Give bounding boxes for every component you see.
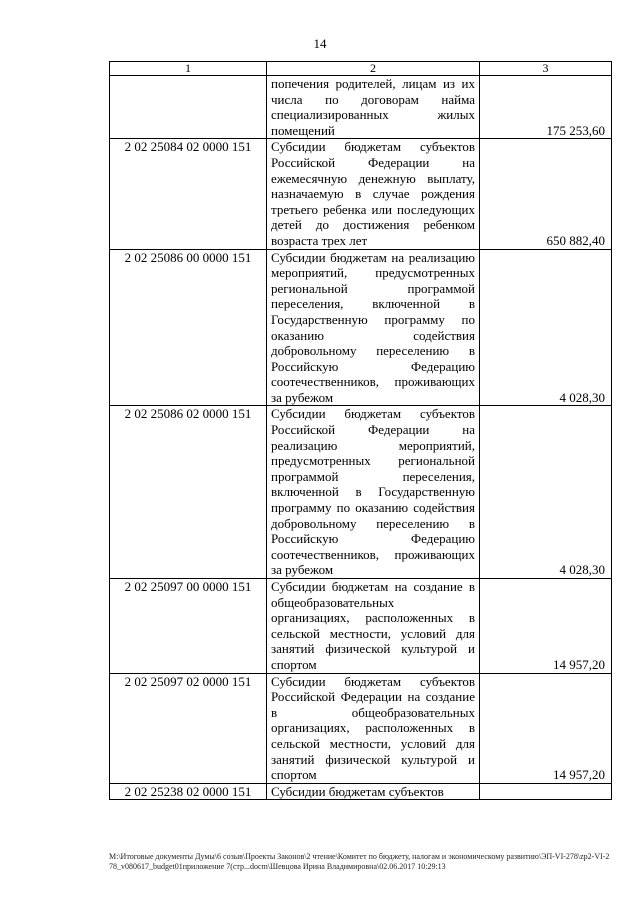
amount-cell: 14 957,20	[480, 673, 612, 783]
table-row	[110, 249, 612, 406]
budget-code-cell: 2 02 25097 00 0000 151	[110, 579, 267, 674]
table-row	[110, 673, 612, 783]
budget-code-cell: 2 02 25086 00 0000 151	[110, 249, 267, 406]
budget-code-cell: 2 02 25097 02 0000 151	[110, 673, 267, 783]
amount-cell: 4 028,30	[480, 406, 612, 579]
amount-cell	[480, 783, 612, 800]
table-row	[110, 579, 612, 674]
table-row	[110, 783, 612, 800]
column-header-2: 2	[267, 62, 480, 76]
file-path-footer: M:\Итоговые документы Думы\6 созыв\Проекты Законов\2 чтение\Комитет по бюджету, налогам и экономическому развитию\ЭП-VI-278\zp2-VI-278_v080617_budget01приложение 7(стр...docm\Шевцова Ирина Владимировна\02.06.2017 10:29:13	[109, 852, 610, 871]
column-header-3: 3	[480, 62, 612, 76]
description-cell: Субсидии бюджетам субъектов Российской Федерации на создание в общеобразовательных организациях, расположенных в сельской местности, условий для занятий физической культурой и спортом	[267, 673, 480, 783]
budget-code-cell: 2 02 25084 02 0000 151	[110, 139, 267, 249]
description-cell: Субсидии бюджетам на создание в общеобразовательных организациях, расположенных в сельской местности, условий для занятий физической культурой и спортом	[267, 579, 480, 674]
description-cell: Субсидии бюджетам субъектов Российской Федерации на ежемесячную денежную выплату, назначаемую в случае рождения третьего ребенка или последующих детей до достижения ребенком возраста трех лет	[267, 139, 480, 249]
amount-cell: 14 957,20	[480, 579, 612, 674]
budget-code-cell: 2 02 25086 02 0000 151	[110, 406, 267, 579]
page-number: 14	[313, 36, 327, 51]
column-header-1: 1	[110, 62, 267, 76]
budget-code-cell: 2 02 25238 02 0000 151	[110, 783, 267, 800]
amount-cell: 175 253,60	[480, 76, 612, 139]
budget-code-cell	[110, 76, 267, 139]
table-row	[110, 406, 612, 579]
table-row	[110, 139, 612, 249]
description-cell: Субсидии бюджетам на реализацию мероприятий, предусмотренных региональной программой переселения, включенной в Государственную программу по оказанию содействия добровольному переселению в Российскую Федерацию соотечественников, проживающих за рубежом	[267, 249, 480, 406]
table-header-row	[110, 62, 612, 76]
description-cell: Субсидии бюджетам субъектов	[267, 783, 480, 800]
amount-cell: 650 882,40	[480, 139, 612, 249]
revenue-table	[109, 61, 612, 800]
description-cell: Субсидии бюджетам субъектов Российской Федерации на реализацию мероприятий, предусмотренных региональной программой переселения, включенной в Государственную программу по оказанию содействия добровольному переселению в Российскую Федерацию соотечественников, проживающих за рубежом	[267, 406, 480, 579]
description-cell: попечения родителей, лицам из их числа по договорам найма специализированных жилых помещений	[267, 76, 480, 139]
table-row	[110, 76, 612, 139]
amount-cell: 4 028,30	[480, 249, 612, 406]
